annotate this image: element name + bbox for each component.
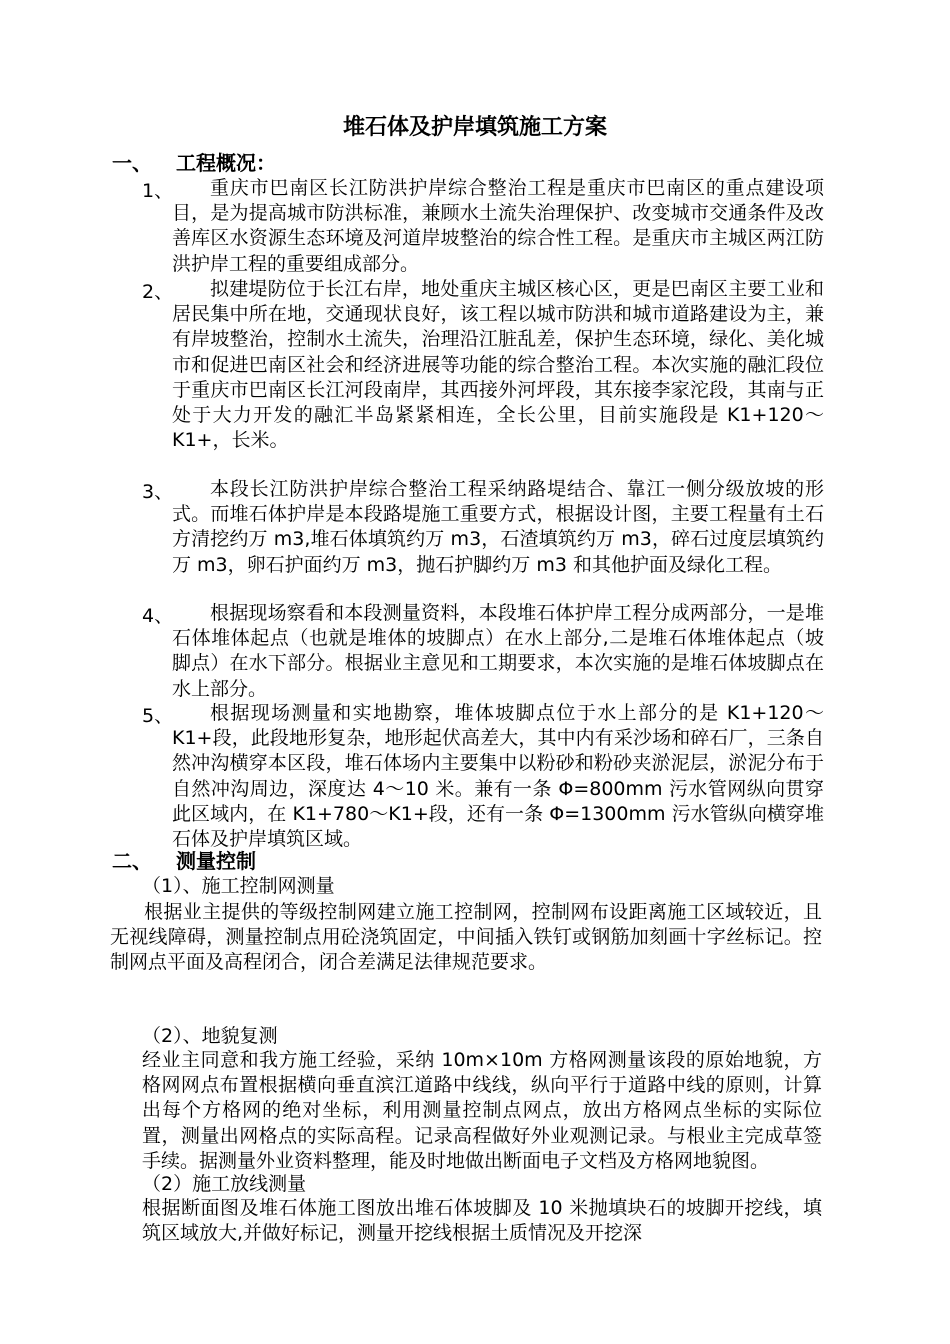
- section-title: 测量控制: [176, 849, 256, 873]
- item-number: 4、: [142, 605, 174, 627]
- list-item: [142, 477, 824, 578]
- list-item: [142, 277, 824, 453]
- item-text: 拟建堤防位于长江右岸，地处重庆主城区核心区，更是巴南区主要工业和居民集中所在地，交通现状良好，该工程以城市防洪和城市道路建设为主，兼有岸坡整治，控制水土流失，治理沿江脏乱差，保护生态环境，绿化、美化城市和促进巴南区社会和经济进展等功能的综合整治工程。本次实施的融汇段位于重庆市巴南区长江河段南岸，其西接外河坪段，其东接李家沱段，其南与正处于大力开发的融汇半岛紧紧相连，全长公里，目前实施段是 K1+120～K1+，长米。: [172, 278, 824, 452]
- list-item: [142, 601, 824, 702]
- section-heading-overview: [112, 150, 276, 176]
- document-title: 堆石体及护岸填筑施工方案: [342, 115, 607, 140]
- paragraph: 根据断面图及堆石体施工图放出堆石体坡脚及 10 米抛填块石的坡脚开挖线，填筑区域放大,并做好标记，测量开挖线根据土质情况及开挖深: [142, 1197, 822, 1245]
- paragraph: 根据业主提供的等级控制网建立施工控制网，控制网布设距离施工区域较近，且无视线障碍，测量控制点用砼浇筑固定，中间插入铁钉或钢筋加刻画十字丝标记。控制网点平面及高程闭合，闭合差满足法律规范要求。: [110, 901, 822, 974]
- section-heading-survey: [112, 848, 256, 874]
- subsection-label: （2）、地貌复测: [142, 1025, 278, 1047]
- item-text: 根据现场察看和本段测量资料，本段堆石体护岸工程分成两部分，一是堆石体堆体起点（也就是堆体的坡脚点）在水上部分,二是堆石体堆体起点（坡脚点）在水下部分。根据业主意见和工期要求，本次实施的是堆石体坡脚点在水上部分。: [172, 602, 824, 700]
- item-text: 本段长江防洪护岸综合整治工程采纳路堤结合、靠江一侧分级放坡的形式。而堆石体护岸是本段路堤施工重要方式，根据设计图，主要工程量有土石方清挖约万 m3,堆石体填筑约万 m3，石渣填筑约万 m3，碎石过度层填筑约万 m3，卵石护面约万 m3，抛石护脚约万 m3 和其他护面及绿化工程。: [172, 478, 824, 576]
- section-number: 一、: [112, 151, 152, 175]
- list-item: [142, 701, 824, 852]
- item-number: 5、: [142, 705, 174, 727]
- list-item: [142, 176, 824, 277]
- item-number: 1、: [142, 180, 174, 202]
- item-number: 3、: [142, 481, 174, 503]
- section-title: 工程概况：: [176, 151, 276, 175]
- item-text: 根据现场测量和实地勘察，堆体坡脚点位于水上部分的是 K1+120～K1+段，此段地形复杂，地形起伏高差大，其中内有采沙场和碎石厂，三条自然冲沟横穿本区段，堆石体场内主要集中以粉砂和粉砂夹淤泥层，淤泥分布于自然冲沟周边，深度达 4～10 米。兼有一条 Φ=800mm 污水管网纵向贯穿此区域内，在 K1+780～K1+段，还有一条 Φ=1300mm 污水管纵向横穿堆石体及护岸填筑区域。: [172, 702, 824, 851]
- item-number: 2、: [142, 281, 174, 303]
- subsection-label: （1）、施工控制网测量: [142, 875, 335, 897]
- item-text: 重庆市巴南区长江防洪护岸综合整治工程是重庆市巴南区的重点建设项目，是为提高城市防洪标准，兼顾水土流失治理保护、改变城市交通条件及改善库区水资源生态环境及河道岸坡整治的综合性工程。是重庆市主城区两江防洪护岸工程的重要组成部分。: [172, 177, 824, 275]
- paragraph: 经业主同意和我方施工经验，采纳 10m×10m 方格网测量该段的原始地貌，方格网网点布置根据横向垂直滨江道路中线线，纵向平行于道路中线的原则，计算出每个方格网的绝对坐标，利用测量控制点网点，放出方格网点坐标的实际位置，测量出网格点的实际高程。记录高程做好外业观测记录。与根业主完成草签手续。据测量外业资料整理，能及时地做出断面电子文档及方格网地貌图。: [142, 1049, 822, 1172]
- subsection-label: （2）施工放线测量: [142, 1173, 307, 1195]
- section-number: 二、: [112, 849, 152, 873]
